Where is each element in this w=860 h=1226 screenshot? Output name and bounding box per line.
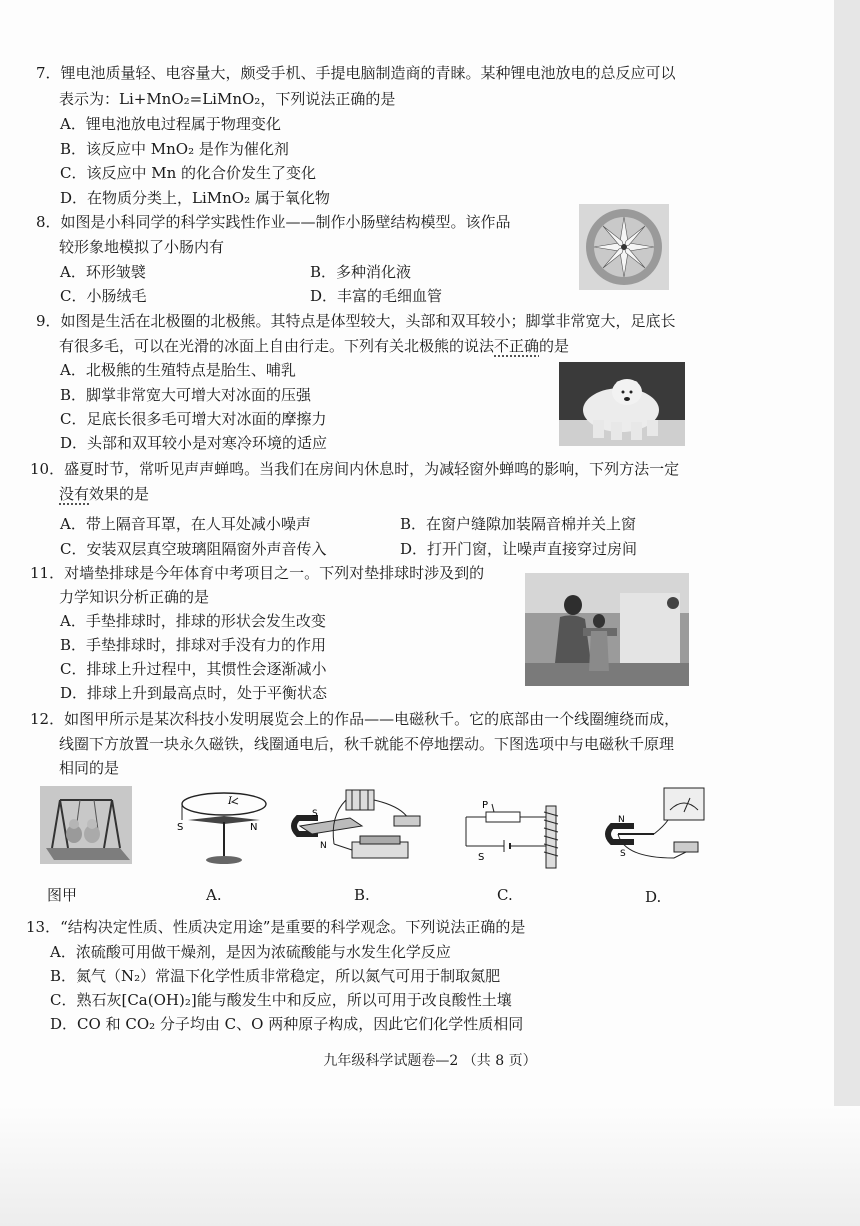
q11-option-b: B．手垫排球时，排球对手没有力的作用 [60, 636, 327, 654]
q9-option-a: A．北极熊的生殖特点是胎生、哺乳 [60, 361, 296, 379]
label-n: N [618, 815, 625, 825]
q12-stem-3: 相同的是 [59, 759, 120, 777]
q10-option-b: B．在窗户缝隙加装隔音棉并关上窗 [400, 515, 637, 533]
label-s: S [620, 849, 626, 859]
label-n: N [320, 841, 327, 851]
electromagnetic-swing-photo [40, 786, 132, 864]
volleyball-photo [525, 573, 689, 686]
q13-option-a: A．浓硫酸可用做干燥剂，是因为浓硫酸能与水发生化学反应 [50, 943, 451, 961]
q9-option-c: C．足底长很多毛可增大对冰面的摩擦力 [60, 410, 327, 428]
q7-option-b: B．该反应中 MnO₂ 是作为催化剂 [60, 140, 289, 158]
intestine-model-image [579, 204, 669, 290]
q10-option-c: C．安装双层真空玻璃阻隔窗外声音传入 [60, 540, 327, 558]
q11-option-c: C．排球上升过程中，其惯性会逐渐减小 [60, 660, 327, 678]
q13-stem: 13．“结构决定性质、性质决定用途”是重要的科学观念。下列说法正确的是 [26, 918, 526, 936]
label-s: S [177, 822, 184, 833]
q7-option-d: D．在物质分类上，LiMnO₂ 属于氧化物 [60, 189, 330, 207]
q12-stem: 12．如图甲所示是某次科技小发明展览会上的作品——电磁秋千。它的底部由一个线圈缠绕而成， [30, 710, 680, 728]
q9-emphasis: 不正确 [494, 337, 540, 355]
option-b-caption: B. [354, 886, 370, 904]
q8-option-b: B．多种消化液 [310, 263, 412, 281]
q7-option-a: A．锂电池放电过程属于物理变化 [60, 115, 281, 133]
option-d-diagram [604, 786, 716, 868]
option-c-caption: C. [497, 886, 513, 904]
q11-option-d: D．排球上升到最高点时，处于平衡状态 [60, 684, 328, 702]
option-d-caption: D. [645, 888, 662, 906]
option-b-diagram [290, 786, 430, 868]
q8-stem-2: 较形象地模拟了小肠内有 [59, 238, 225, 256]
q10-option-d: D．打开门窗，让噪声直接穿过房间 [400, 540, 638, 558]
scan-edge [834, 0, 860, 1226]
q10-stem: 10．盛夏时节，常听见声声蝉鸣。当我们在房间内休息时，为减轻窗外蝉鸣的影响，下列方法一定 [30, 460, 680, 478]
q9-stem: 9．如图是生活在北极圈的北极熊。其特点是体型较大，头部和双耳较小；脚掌非常宽大，足底长 [36, 312, 676, 330]
label-s: S [312, 809, 318, 819]
option-c-diagram [462, 798, 572, 872]
q10-option-a: A．带上隔音耳罩，在人耳处减小噪声 [60, 515, 311, 533]
q13-option-d: D．CO 和 CO₂ 分子均由 C、O 两种原子构成，因此它们化学性质相同 [50, 1015, 524, 1033]
q7-stem: 7．锂电池质量轻、电容量大，颇受手机、手提电脑制造商的青睐。某种锂电池放电的总反应可以 [36, 64, 676, 82]
q8-option-c: C．小肠绒毛 [60, 287, 147, 305]
scan-shadow [0, 1106, 860, 1226]
q10-stem-2: 没有效果的是 [59, 485, 150, 503]
q12-stem-2: 线圈下方放置一块永久磁铁，线圈通电后，秋千就能不停地摆动。下图选项中与电磁秋千原理 [59, 735, 675, 753]
q8-option-d: D．丰富的毛细血管 [310, 287, 443, 305]
polar-bear-image [559, 362, 685, 446]
q8-option-a: A．环形皱襞 [60, 263, 146, 281]
label-n: N [250, 822, 258, 833]
q9-stem-2: 有很多毛，可以在光滑的冰面上自由行走。下列有关北极熊的说法不正确的是 [59, 337, 570, 355]
q11-option-a: A．手垫排球时，排球的形状会发生改变 [60, 612, 326, 630]
q10-emphasis: 没有 [59, 485, 90, 503]
q7-option-c: C．该反应中 Mn 的化合价发生了变化 [60, 164, 317, 182]
label-p: P [482, 800, 489, 811]
q9-option-d: D．头部和双耳较小是对寒冷环境的适应 [60, 434, 328, 452]
q11-stem-2: 力学知识分析正确的是 [59, 588, 210, 606]
option-a-caption: A. [206, 886, 222, 904]
option-a-diagram [168, 790, 274, 872]
q7-stem-2: 表示为：Li+MnO₂=LiMnO₂，下列说法正确的是 [59, 90, 396, 108]
q11-stem: 11．对墙垫排球是今年体育中考项目之一。下列对垫排球时涉及到的 [30, 564, 485, 582]
figure-jia-caption: 图甲 [47, 886, 78, 904]
page-footer: 九年级科学试题卷—2 （共 8 页） [323, 1053, 537, 1069]
q13-option-b: B．氮气（N₂）常温下化学性质非常稳定，所以氮气可用于制取氮肥 [50, 967, 501, 985]
q9-option-b: B．脚掌非常宽大可增大对冰面的压强 [60, 386, 312, 404]
q8-stem: 8．如图是小科同学的科学实践性作业——制作小肠壁结构模型。该作品 [36, 213, 511, 231]
current-label: I [228, 796, 232, 807]
label-s: S [478, 852, 485, 863]
q13-option-c: C．熟石灰[Ca(OH)₂]能与酸发生中和反应，所以可用于改良酸性土壤 [50, 991, 512, 1009]
